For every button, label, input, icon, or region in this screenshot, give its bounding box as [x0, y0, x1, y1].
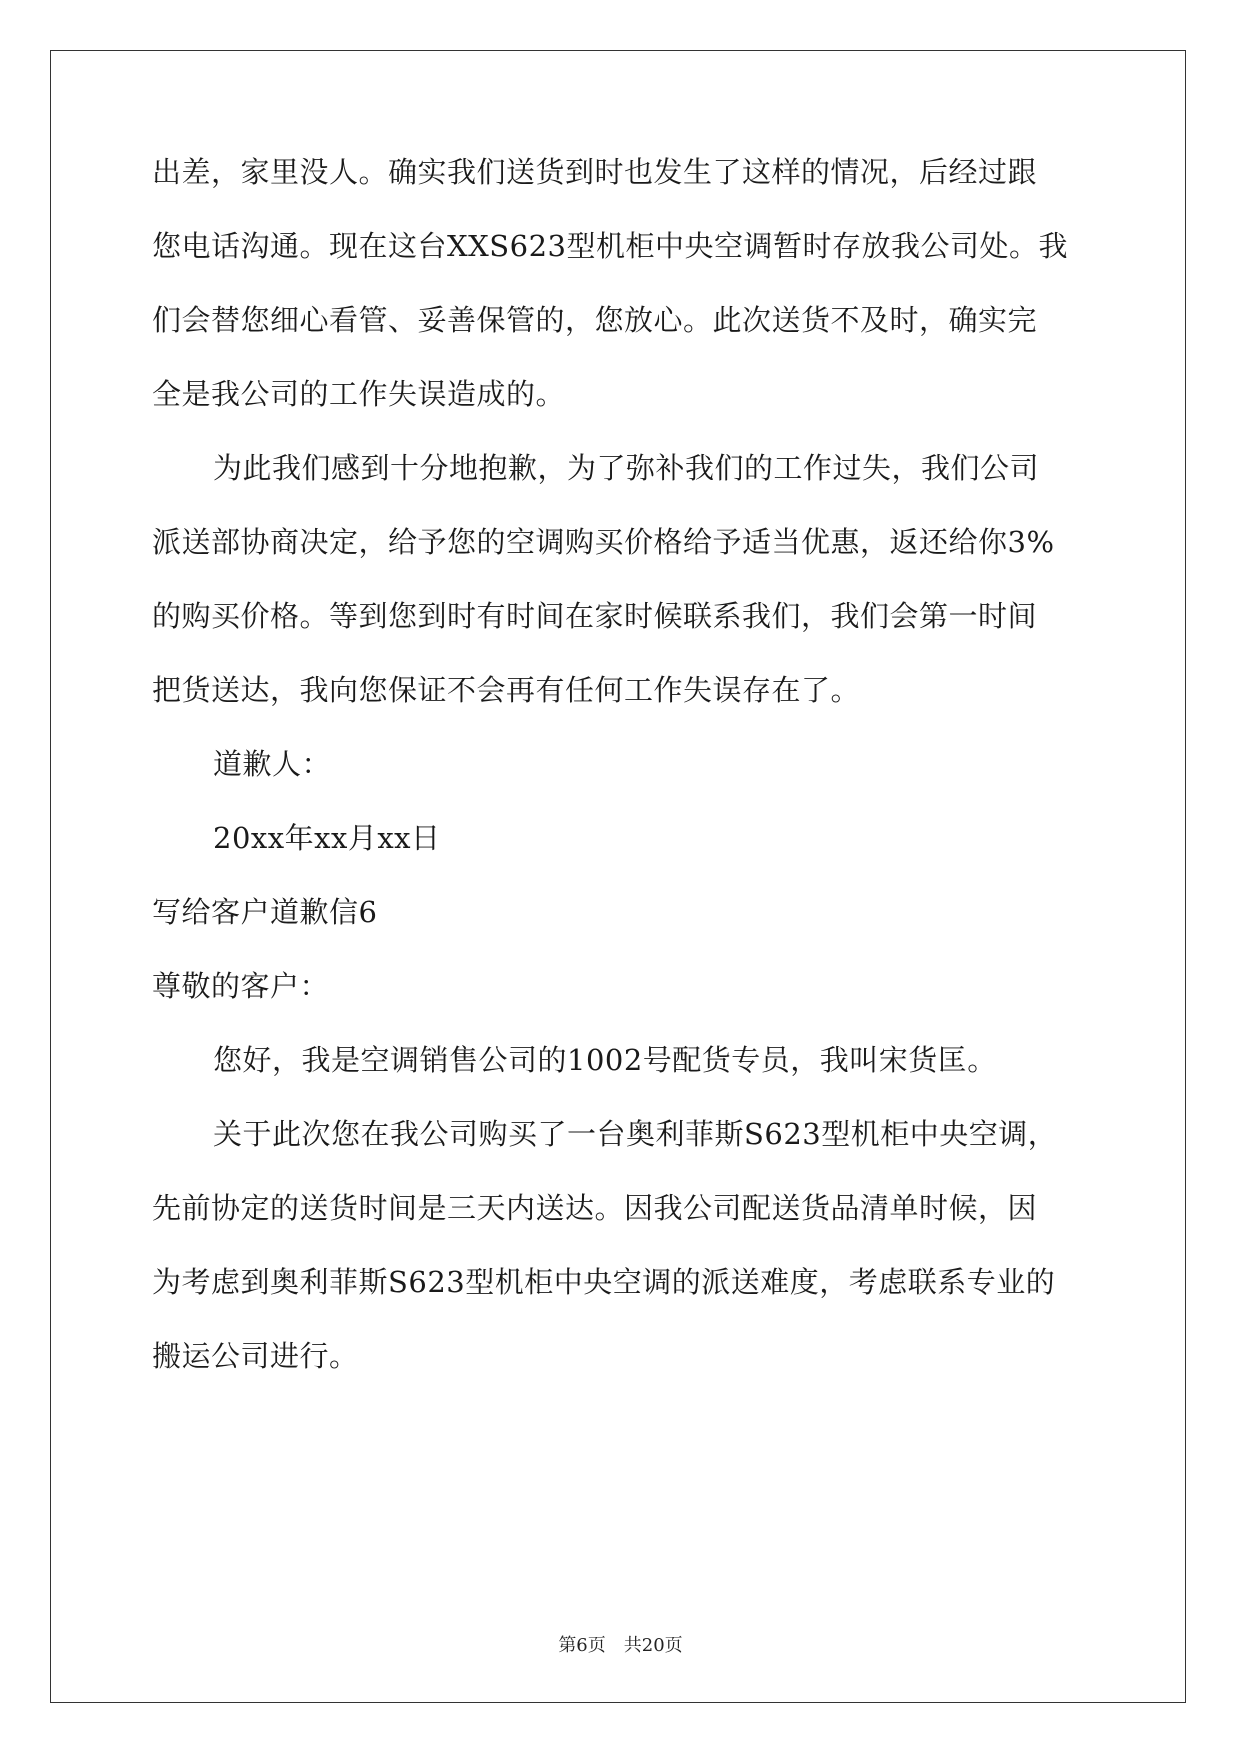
page-number: 第6页: [558, 1635, 606, 1656]
body-text-line: 们会替您细心看管、妥善保管的，您放心。此次送货不及时，确实完: [152, 303, 1038, 337]
body-text-line: 为此我们感到十分地抱歉，为了弥补我们的工作过失，我们公司: [213, 451, 1040, 485]
body-text-line: 搬运公司进行。: [152, 1339, 359, 1373]
body-text-line: 出差，家里没人。确实我们送货到时也发生了这样的情况，后经过跟: [152, 155, 1038, 189]
body-text-line: 您电话沟通。现在这台XXS623型机柜中央空调暂时存放我公司处。我: [152, 229, 1069, 263]
salutation: 尊敬的客户：: [152, 969, 330, 1003]
body-text-line: 您好，我是空调销售公司的1002号配货专员，我叫宋货匡。: [213, 1043, 997, 1077]
date-line: 20xx年xx月xx日: [213, 821, 441, 855]
section-heading: 写给客户道歉信6: [152, 895, 378, 929]
page-total: 共20页: [623, 1635, 683, 1656]
body-text-line: 关于此次您在我公司购买了一台奥利菲斯S623型机柜中央空调，: [213, 1117, 1058, 1151]
body-text-line: 把货送达，我向您保证不会再有任何工作失误存在了。: [152, 673, 861, 707]
body-text-line: 全是我公司的工作失误造成的。: [152, 377, 566, 411]
page-footer: [0, 1634, 1241, 1658]
body-text-line: 先前协定的送货时间是三天内送达。因我公司配送货品清单时候，因: [152, 1191, 1038, 1225]
signature-label: 道歉人：: [213, 747, 332, 781]
page-border: [50, 50, 1186, 1703]
body-text-line: 派送部协商决定，给予您的空调购买价格给予适当优惠，返还给你3%: [152, 525, 1055, 559]
body-text-line: 为考虑到奥利菲斯S623型机柜中央空调的派送难度，考虑联系专业的: [152, 1265, 1056, 1299]
body-text-line: 的购买价格。等到您到时有时间在家时候联系我们，我们会第一时间: [152, 599, 1038, 633]
